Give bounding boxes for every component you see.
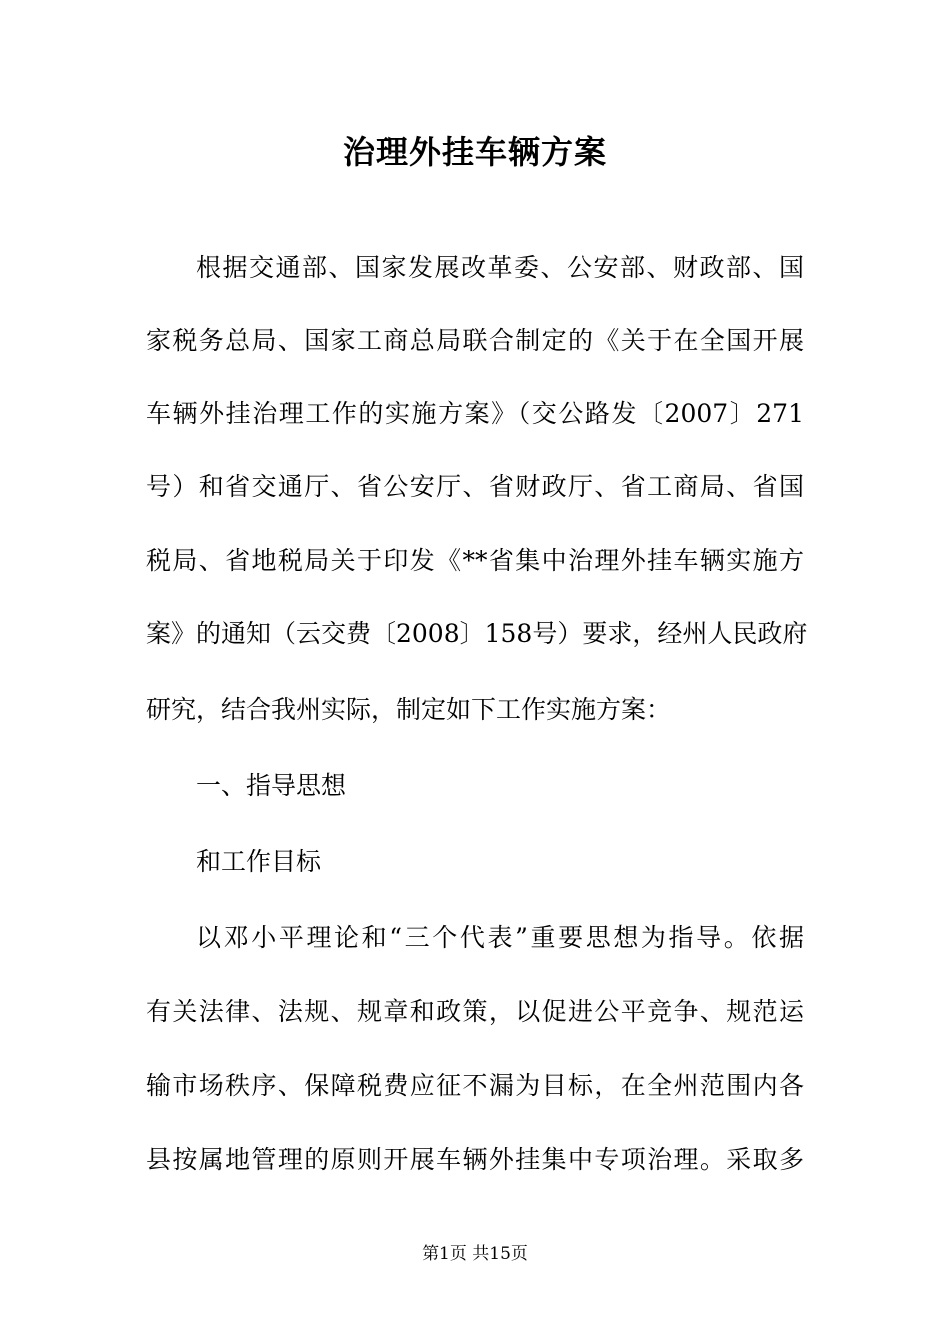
document-title: 治理外挂车辆方案 — [342, 133, 607, 171]
body-line: 车辆外挂治理工作的实施方案》（交公路发〔2007〕271 — [146, 399, 804, 428]
body-line: 输市场秩序、保障税费应征不漏为目标，在全州范围内各 — [146, 1071, 804, 1100]
body-line: 以邓小平理论和“三个代表”重要思想为指导。依据 — [196, 923, 804, 952]
body-line: 案》的通知（云交费〔2008〕158号）要求，经州人民政府 — [146, 619, 808, 648]
body-line: 根据交通部、国家发展改革委、公安部、财政部、国 — [196, 253, 804, 282]
section-heading: 一、指导思想 — [196, 771, 347, 800]
body-line: 研究，结合我州实际，制定如下工作实施方案： — [146, 695, 672, 724]
body-line: 税局、省地税局关于印发《**省集中治理外挂车辆实施方 — [146, 546, 804, 575]
body-line: 有关法律、法规、规章和政策，以促进公平竞争、规范运 — [146, 997, 804, 1026]
body-line: 县按属地管理的原则开展车辆外挂集中专项治理。采取多 — [146, 1145, 804, 1174]
page-number: 第1页 共15页 — [422, 1244, 528, 1264]
body-line: 家税务总局、国家工商总局联合制定的《关于在全国开展 — [146, 326, 804, 355]
body-line: 号）和省交通厅、省公安厅、省财政厅、省工商局、省国 — [146, 472, 804, 501]
section-heading: 和工作目标 — [196, 847, 322, 876]
page-footer — [0, 1242, 950, 1266]
